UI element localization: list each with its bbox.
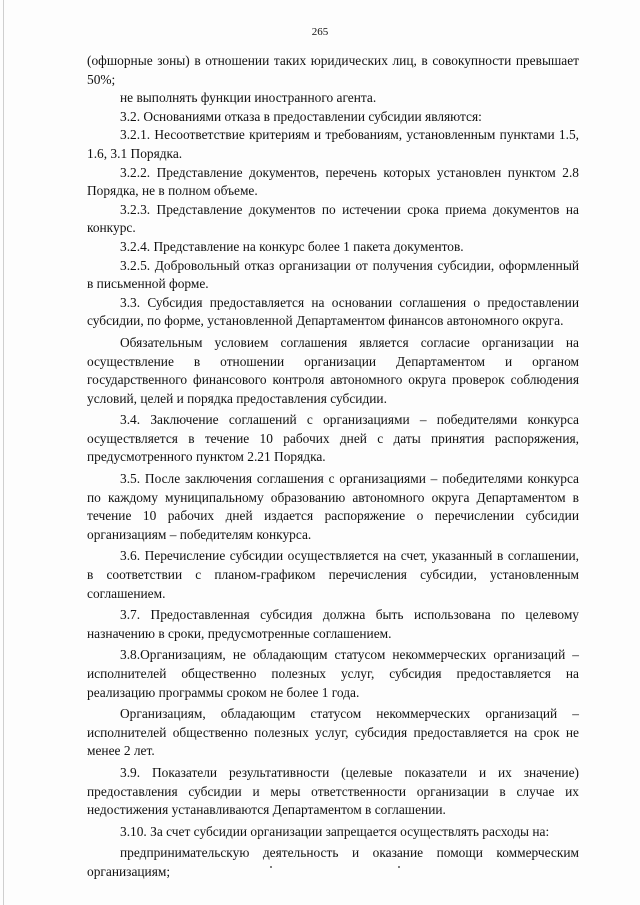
paragraph: Обязательным условием соглашения является согласие организации на осуществление в отношении организации Департаментом и органом государственного финансового контроля автономного округа проверок соблюдения условий, целей и порядка предоставления субсидии. <box>87 334 579 406</box>
paragraph: 3.2.5. Добровольный отказ организации от получения субсидии, оформленный в письменной форме. <box>87 257 579 292</box>
paragraph: 3.2.2. Представление документов, перечень которых установлен пунктом 2.8 Порядка, не в полном объеме. <box>87 164 579 199</box>
paragraph: 3.8.Организациям, не обладающим статусом некоммерческих организаций – исполнителей общественно полезных услуг, субсидия предоставляется на реализацию программы сроком не более 1 года. <box>87 647 579 700</box>
page-number: 265 <box>311 26 329 38</box>
paragraph: 3.4. Заключение соглашений с организациями – победителями конкурса осуществляется в течение 10 рабочих дней с даты принятия распоряжения, предусмотренного пунктом 2.21 Порядка. <box>87 412 579 465</box>
paragraph: предпринимательскую деятельность и оказание помощи коммерческим организациям; <box>87 845 579 879</box>
paragraph: (офшорные зоны) в отношении таких юридических лиц, в совокупности превышает 50%; <box>87 53 579 87</box>
paragraph: не выполнять функции иностранного агента. <box>120 90 377 106</box>
scan-speck <box>398 866 400 868</box>
paragraph: Организациям, обладающим статусом некоммерческих организаций – исполнителей общественно полезных услуг, субсидия предоставляется на срок не менее 2 лет. <box>87 706 579 759</box>
document-body <box>87 52 579 882</box>
scan-edge <box>3 0 4 905</box>
scan-speck <box>270 866 272 868</box>
paragraph: 3.7. Предоставленная субсидия должна быть использована по целевому назначению в сроки, предусмотренные соглашением. <box>87 607 579 641</box>
paragraph: 3.9. Показатели результативности (целевые показатели и их значение) предоставления субсидии и меры ответственности организации в случае их недостижения устанавливаются Департаментом в соглашении. <box>87 764 579 818</box>
paragraph: 3.3. Субсидия предоставляется на основании соглашения о предоставлении субсидии, по форме, установленной Департаментом финансов автономного округа. <box>87 294 579 329</box>
paragraph: 3.10. За счет субсидии организации запрещается осуществлять расходы на: <box>120 823 550 839</box>
paragraph: 3.2. Основаниями отказа в предоставлении субсидии являются: <box>120 108 482 124</box>
paragraph: 3.6. Перечисление субсидии осуществляется на счет, указанный в соглашении, в соответствии с планом-графиком перечисления субсидии, установленным соглашением. <box>87 548 579 601</box>
paragraph: 3.2.3. Представление документов по истечении срока приема документов на конкурс. <box>87 201 579 236</box>
paragraph: 3.2.4. Представление на конкурс более 1 пакета документов. <box>120 238 464 254</box>
paragraph: 3.2.1. Несоответствие критериям и требованиям, установленным пунктами 1.5, 1.6, 3.1 Порядка. <box>87 127 579 161</box>
paragraph: 3.5. После заключения соглашения с организациями – победителями конкурса по каждому муниципальному образованию автономного округа Департаментом в течение 10 рабочих дней издается распоряжение о перечислении субсидии организациям – победителям конкурса. <box>87 471 579 542</box>
